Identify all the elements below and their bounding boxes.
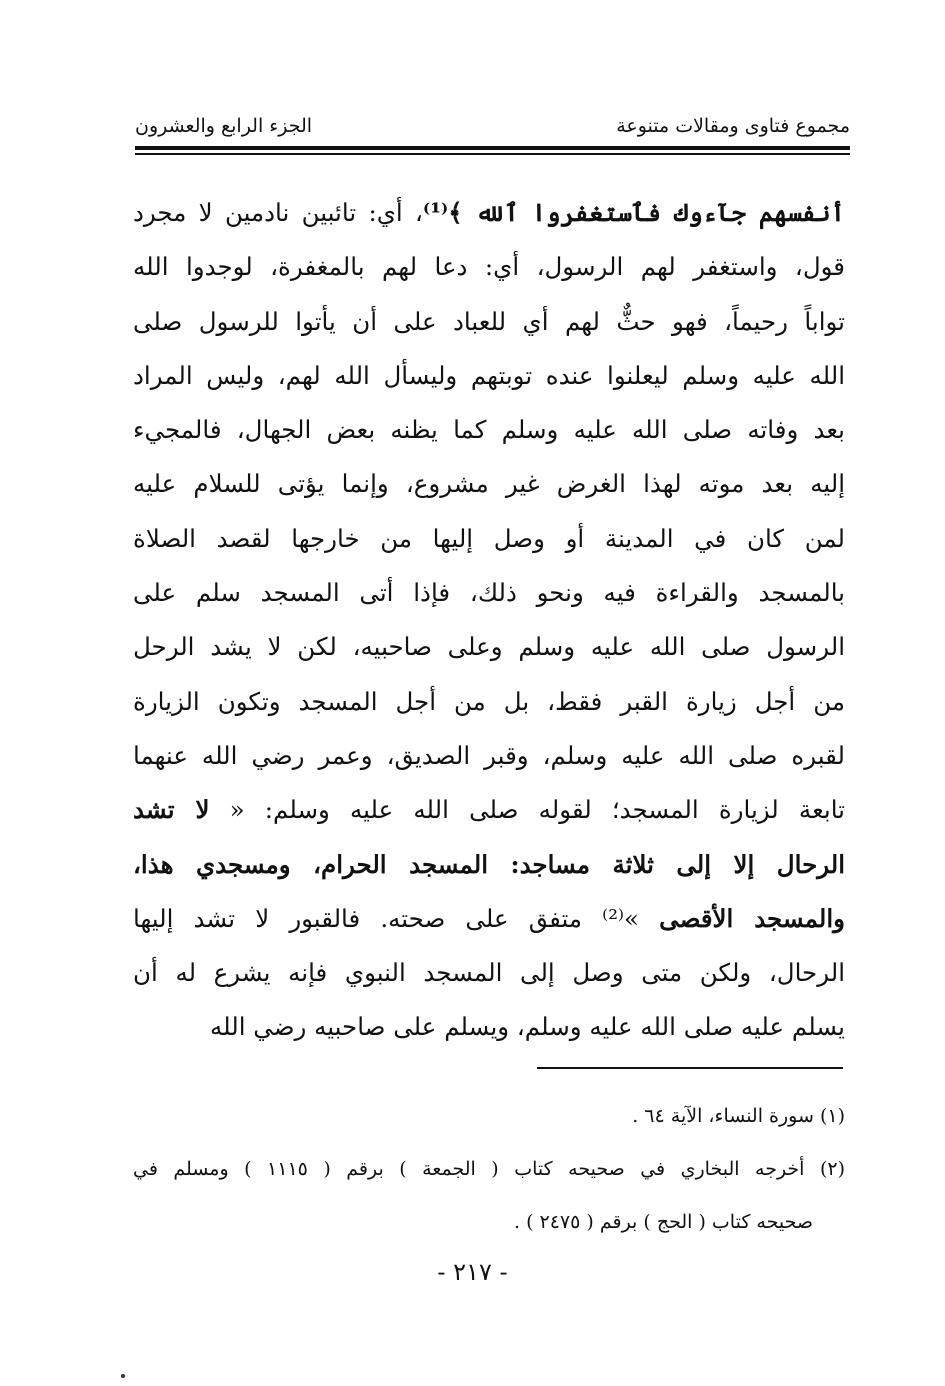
- body-line: [133, 1000, 845, 1054]
- body-line-bold-text: أنفسهم جآءوك فٱستغفروا ٱلله ﴾⁽¹⁾: [422, 198, 845, 227]
- body-line: [133, 675, 845, 729]
- header-book-title: مجموع فتاوى ومقالات متنوعة: [616, 115, 850, 137]
- body-line-text: »⁽²⁾ متفق على صحته. فالقبور لا تشد إليها: [133, 903, 660, 933]
- body-line-bold-text: الرحال إلا إلى ثلاثة مساجد: المسجد الحرام، ومسجدي هذا،: [133, 849, 845, 879]
- body-line: [133, 512, 845, 566]
- header-rule-thin: [135, 153, 850, 155]
- body-line: [133, 240, 845, 294]
- body-text: [133, 186, 845, 1055]
- body-line-text: الرحال، ولكن متى وصل إلى المسجد النبوي فإنه يشرع له أن: [133, 958, 845, 988]
- body-line-text: بعد وفاته صلى الله عليه وسلم كما يظنه بعض الجهال، فالمجيء: [133, 415, 845, 445]
- footnote-1: (١) سورة النساء، الآية ٦٤ .: [632, 1105, 845, 1127]
- body-line: [133, 349, 845, 403]
- body-line-text: قول، واستغفر لهم الرسول، أي: دعا لهم بالمغفرة، لوجدوا الله: [133, 252, 845, 282]
- footnote-separator: [537, 1067, 843, 1069]
- body-line-text: يسلم عليه صلى الله عليه وسلم، ويسلم على صاحبيه رضي الله: [209, 1012, 845, 1042]
- body-line-text: من أجل زيارة القبر فقط، بل من أجل المسجد وتكون الزيارة: [133, 686, 845, 716]
- footnotes: [133, 1090, 845, 1249]
- body-line-text: بالمسجد والقراءة فيه ونحو ذلك، فإذا أتى المسجد سلم على: [133, 578, 845, 608]
- page-number: - ٢١٧ -: [437, 1258, 508, 1286]
- header-volume-title: الجزء الرابع والعشرون: [135, 115, 313, 137]
- body-line-text: إليه بعد موته لهذا الغرض غير مشروع، وإنما يؤتى للسلام عليه: [133, 469, 845, 499]
- body-line-text: ، أي: تائبين نادمين لا مجرد: [133, 198, 423, 227]
- body-line-bold-text: لا تشد: [133, 795, 210, 825]
- body-line: [133, 457, 845, 511]
- footnote-2-line-1: (٢) أخرجه البخاري في صحيحه كتاب ( الجمعة ) برقم ( ١١١٥ ) ومسلم في: [133, 1158, 846, 1180]
- body-line: [133, 838, 845, 892]
- body-line: [133, 892, 845, 946]
- body-line-text: الرسول صلى الله عليه وسلم وعلى صاحبيه، لكن لا يشد الرحل: [133, 632, 845, 662]
- body-line: [133, 729, 845, 783]
- body-line: [133, 295, 845, 349]
- body-line-text: الله عليه وسلم ليعلنوا عنده توبتهم وليسأل الله لهم، وليس المراد: [133, 360, 845, 390]
- footnote-2-line-2: صحيحه كتاب ( الحج ) برقم ( ٢٤٧٥ ) .: [513, 1211, 813, 1233]
- body-line: [133, 783, 845, 837]
- body-line: [133, 403, 845, 457]
- body-line-text: تابعة لزيارة المسجد؛ لقوله صلى الله عليه وسلم: «: [209, 795, 845, 825]
- body-line: [133, 946, 845, 1000]
- body-line: [133, 620, 845, 674]
- body-line: [133, 186, 845, 240]
- body-line-text: لقبره صلى الله عليه وسلم، وقبر الصديق، وعمر رضي الله عنهما: [133, 740, 845, 770]
- running-header: [135, 108, 850, 144]
- scan-speck: [121, 1374, 125, 1378]
- body-line: [133, 566, 845, 620]
- body-line-bold-text: والمسجد الأقصى: [659, 903, 845, 933]
- header-rule-thick: [135, 146, 850, 150]
- body-line-text: تواباً رحيماً، فهو حثٌّ لهم أي للعباد على أن يأتوا للرسول صلى: [133, 306, 845, 336]
- body-line-text: لمن كان في المدينة أو وصل إليها من خارجها لقصد الصلاة: [133, 523, 845, 553]
